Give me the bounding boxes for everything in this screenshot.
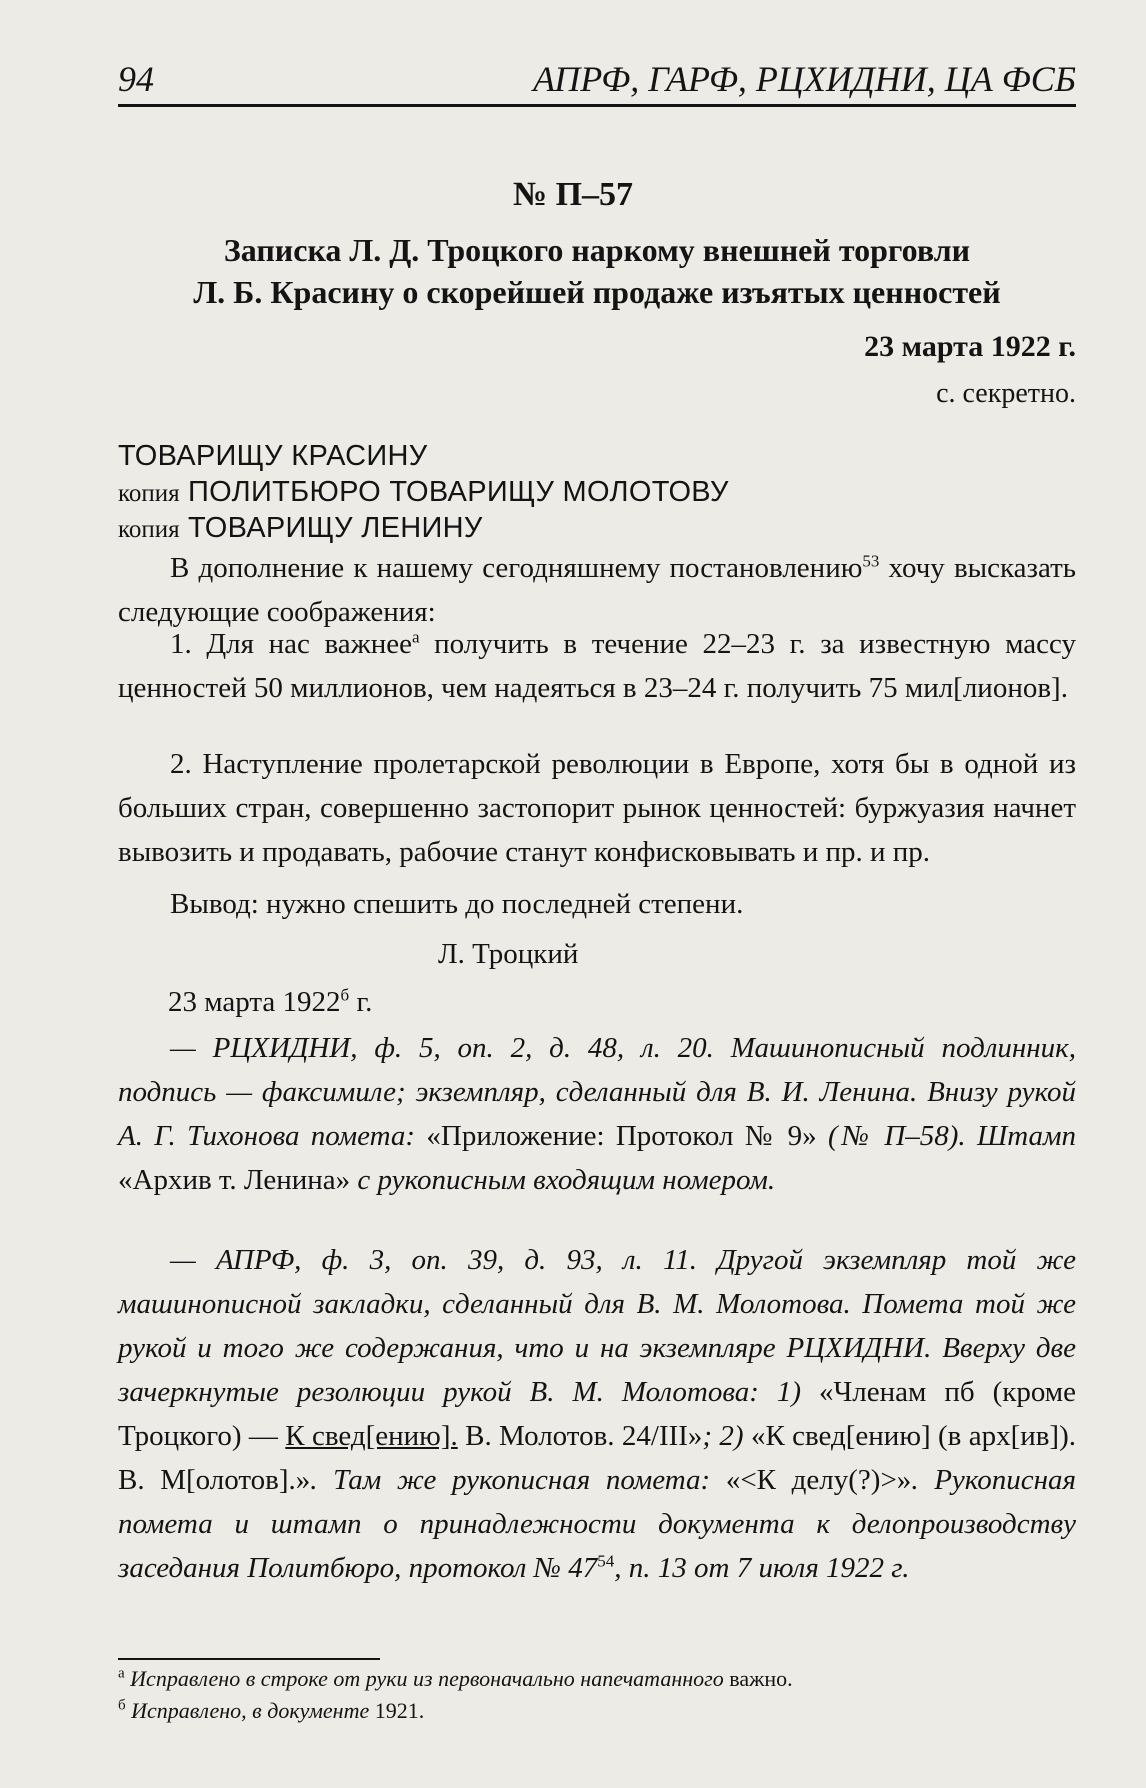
signature-date-text: 23 марта 1922: [168, 986, 341, 1018]
running-title: АПРФ, ГАРФ, РЦХИДНИ, ЦА ФСБ: [533, 59, 1076, 99]
conclusion-paragraph: Вывод: нужно спешить до последней степени.: [170, 888, 744, 920]
intro-paragraph: [118, 546, 1076, 634]
footnote-ref-b: б: [340, 985, 350, 1005]
footnote-a: [118, 1664, 793, 1694]
document-date: 23 марта 1922 г.: [864, 330, 1076, 363]
signature: Л. Троцкий: [438, 938, 579, 970]
point-1-text: 1. Для нас важнее: [170, 628, 412, 660]
intro-text: В дополнение к нашему сегодняшнему постановлению: [170, 552, 863, 584]
archive-note-2-segment: , п. 13 от 7 июля 1922 г.: [614, 1552, 910, 1584]
footnote-b: [118, 1696, 424, 1726]
archive-note-1-segment: — РЦХИДНИ, ф. 5, оп. 2, д. 48, л. 20. Машинописный подлинник, подпись — факсимиле; экземпляр, сделанный для В. И. Ленина. Внизу рукой А. Г. Тихонова помета:: [118, 1032, 1076, 1152]
archive-note-1-segment: (№ П–58). Штамп: [816, 1120, 1076, 1152]
point-1-text-cont: получить в течение 22–23 г. за известную массу ценностей 50 миллионов, чем надеяться в 23–24 г. получить 75 мил[лионов].: [118, 628, 1076, 704]
classification-mark: с. секретно.: [936, 378, 1076, 409]
copy-1-text: ПОЛИТБЮРО ТОВАРИЩУ МОЛОТОВУ: [188, 476, 729, 508]
addressee-copy-2: [118, 512, 483, 545]
header-rule: [118, 104, 1076, 107]
archive-note-2-segment: . Там же рукописная помета:: [310, 1464, 726, 1496]
archive-note-2-segment: «Членам пб (кроме Троцкого) —: [118, 1376, 1077, 1452]
footnote-mark-a: а: [118, 1665, 125, 1682]
page-number: 94: [118, 59, 154, 99]
archive-note-1-segment: «Архив т. Ленина»: [118, 1164, 351, 1196]
archive-note-2-segment: — АПРФ, ф. 3, оп. 39, д. 93, л. 11. Другой экземпляр той же машинописной закладки, сделанный для В. М. Молотова. Помета той же рукой и того же содержания, что и на экземпляре РЦХИДНИ. Вверху две зачеркнутые резолюции рукой В. М. Молотова: 1): [118, 1244, 1076, 1408]
document-title-line-2: Л. Б. Красину о скорейшей продаже изъятых ценностей: [193, 274, 1001, 310]
footnote-rule: [118, 1658, 380, 1660]
signature-date: [168, 980, 372, 1024]
archive-note-2-segment: К свед[ению].: [285, 1420, 458, 1452]
document-number: № П–57: [512, 176, 634, 213]
archive-note-2-segment: ; 2): [702, 1420, 751, 1452]
endnote-ref-53: 53: [862, 551, 880, 571]
archive-note-1: [118, 1026, 1076, 1202]
archive-note-2-segment: «<К делу(?)>»: [725, 1464, 912, 1496]
intro-text-cont: хочу высказать следующие соображения:: [118, 552, 1076, 628]
archive-note-1-segment: с рукописным входящим номером.: [350, 1164, 776, 1196]
addressee-copy-1: [118, 476, 729, 509]
archive-note-2-segment: . Рукописная помета и штамп о принадлежности документа к делопроизводству заседания Политбюро, протокол № 47: [118, 1464, 1076, 1584]
archive-note-1-segment: «Приложение: Протокол № 9»: [426, 1120, 817, 1152]
archive-note-2: [118, 1238, 1076, 1590]
document-title-line-1: Записка Л. Д. Троцкого наркому внешней торговли: [223, 232, 971, 268]
footnote-b-word: 1921.: [374, 1698, 425, 1723]
copy-label-1: копия: [118, 480, 180, 507]
point-1-paragraph: [118, 622, 1076, 710]
footnote-a-text: Исправлено в строке от руки из первоначально напечатанного: [130, 1666, 724, 1691]
footnote-b-text: Исправлено, в документе: [131, 1698, 370, 1723]
archive-note-2-segment: 54: [597, 1551, 615, 1571]
signature-date-suffix: г.: [349, 986, 373, 1018]
footnote-mark-b: б: [118, 1697, 126, 1714]
copy-2-text: ТОВАРИЩУ ЛЕНИНУ: [188, 512, 483, 544]
archive-note-2-segment: В. Молотов. 24/III»: [457, 1420, 703, 1452]
footnote-ref-a: а: [411, 627, 420, 647]
page-header: [118, 58, 1076, 100]
archive-note-2-segment: «К свед[ению] (в арх[ив]). В. М[олотов].»: [118, 1420, 1077, 1496]
addressee-to: ТОВАРИЩУ КРАСИНУ: [118, 440, 428, 472]
addressee-main: [118, 440, 428, 473]
copy-label-2: копия: [118, 516, 180, 543]
footnote-a-word: важно.: [729, 1666, 793, 1691]
point-2-paragraph: 2. Наступление пролетарской революции в Европе, хотя бы в одной из больших стран, совершенно застопорит рынок ценностей: буржуазия начнет вывозить и продавать, рабочие станут конфисковывать и пр. и пр.: [118, 748, 1076, 868]
